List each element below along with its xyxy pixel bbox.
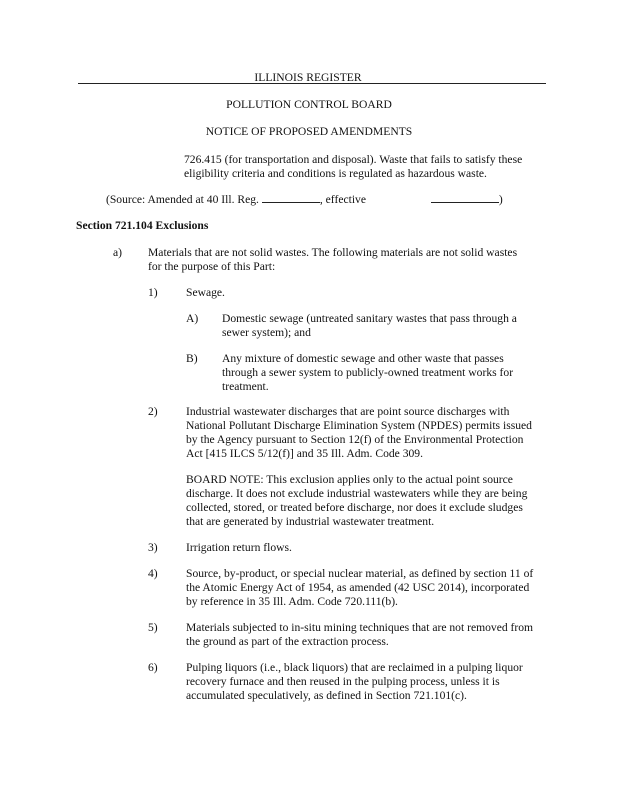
header-rule-left xyxy=(78,83,180,84)
item-6-line-1: Pulping liquors (i.e., black liquors) that are reclaimed in a pulping liquor xyxy=(186,661,523,674)
item-4-label: 4) xyxy=(148,567,158,580)
board-note-line-4: that are generated by industrial wastewater treatment. xyxy=(186,515,435,528)
register-volume-blank xyxy=(262,192,320,203)
board-title: POLLUTION CONTROL BOARD xyxy=(226,98,392,111)
item-2-line-3: by the Agency pursuant to Section 12(f) of the Environmental Protection xyxy=(186,433,524,446)
item-3-text: Irrigation return flows. xyxy=(186,541,292,554)
source-effective: , effective xyxy=(319,193,366,206)
item-4-line-3: by reference in 35 Ill. Adm. Code 720.111(b). xyxy=(186,595,398,608)
item-2-line-2: National Pollutant Discharge Elimination System (NPDES) permits issued xyxy=(186,419,532,432)
continuation-line-2: eligibility criteria and conditions is regulated as hazardous waste. xyxy=(184,167,487,180)
board-note-line-2: discharge. It does not exclude industrial wastewaters while they are being xyxy=(186,487,528,500)
item-1A-line-1: Domestic sewage (untreated sanitary wastes that pass through a xyxy=(222,312,517,325)
register-title: ILLINOIS REGISTER xyxy=(254,71,362,84)
subsection-a-label: a) xyxy=(113,246,123,259)
item-1B-line-3: treatment. xyxy=(222,380,269,393)
item-1B-line-2: through a sewer system to publicly-owned treatment works for xyxy=(222,366,514,379)
notice-title: NOTICE OF PROPOSED AMENDMENTS xyxy=(205,125,413,138)
board-note-line-1: BOARD NOTE: This exclusion applies only to the actual point source xyxy=(186,473,513,486)
subsection-a-line-2: for the purpose of this Part: xyxy=(148,260,276,273)
item-2-label: 2) xyxy=(148,405,158,418)
item-1-text: Sewage. xyxy=(186,286,225,299)
item-1-label: 1) xyxy=(148,286,158,299)
source-line xyxy=(106,192,503,207)
register-title-underline xyxy=(180,83,368,84)
source-close: ) xyxy=(498,193,503,206)
item-6-label: 6) xyxy=(148,661,158,674)
item-1A-line-2: sewer system); and xyxy=(222,326,311,339)
item-2-line-4: Act [415 ILCS 5/12(f)] and 35 Ill. Adm. Code 309. xyxy=(186,447,423,460)
item-1B-label: B) xyxy=(186,352,198,365)
board-note-line-3: collected, stored, or treated before discharge, nor does it exclude sludges xyxy=(186,501,523,514)
item-5-line-1: Materials subjected to in-situ mining techniques that are not removed from xyxy=(186,621,534,634)
subsection-a-line-1: Materials that are not solid wastes. The following materials are not solid wastes xyxy=(148,246,518,259)
item-1A-label: A) xyxy=(186,312,199,325)
item-2-line-1: Industrial wastewater discharges that are point source discharges with xyxy=(186,405,510,418)
item-4-line-1: Source, by-product, or special nuclear material, as defined by section 11 of xyxy=(186,567,534,580)
header-rule-right xyxy=(368,83,546,84)
continuation-line-1: 726.415 (for transportation and disposal). Waste that fails to satisfy these xyxy=(184,153,523,166)
item-3-label: 3) xyxy=(148,541,158,554)
item-1B-line-1: Any mixture of domestic sewage and other waste that passes xyxy=(222,352,504,365)
section-heading: Section 721.104 Exclusions xyxy=(76,219,209,232)
item-6-line-3: accumulated speculatively, as defined in Section 721.101(c). xyxy=(186,689,467,702)
item-5-line-2: the ground as part of the extraction process. xyxy=(186,635,389,648)
item-6-line-2: recovery furnace and then reused in the pulping process, unless it is xyxy=(186,675,500,688)
item-5-label: 5) xyxy=(148,621,158,634)
source-prefix: (Source: Amended at 40 Ill. Reg. xyxy=(106,193,259,206)
item-4-line-2: the Atomic Energy Act of 1954, as amended (42 USC 2014), incorporated xyxy=(186,581,530,594)
effective-date-blank xyxy=(431,192,499,203)
